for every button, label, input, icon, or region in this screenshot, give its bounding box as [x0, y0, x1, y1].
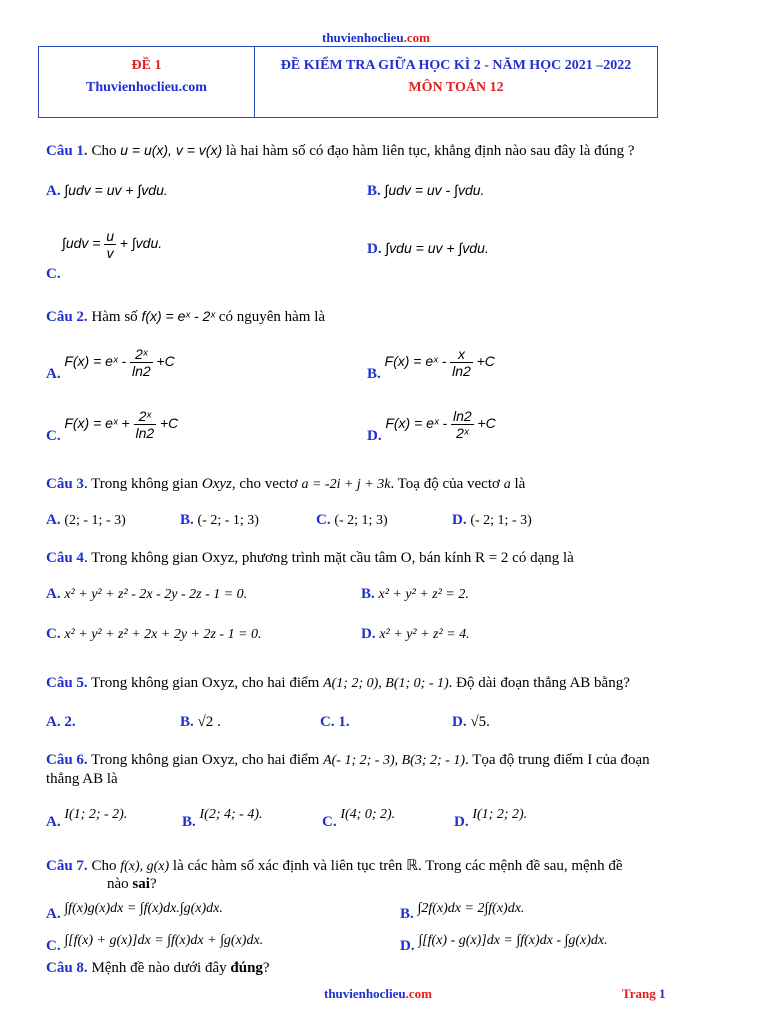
- question-text: có nguyên hàm là: [218, 309, 326, 325]
- option-math: I(4; 0; 2).: [340, 807, 396, 822]
- option-label: C.: [46, 428, 61, 445]
- question-label: Câu 1.: [46, 143, 88, 159]
- option-label: C.: [46, 626, 61, 642]
- question-text: là các hàm số xác định và liên tục trên ℝ. Trong các mệnh đề sau, mệnh đề: [172, 858, 623, 874]
- denominator: ln2: [135, 425, 155, 442]
- question-label: Câu 4: [46, 550, 84, 566]
- option-label: D.: [361, 626, 376, 642]
- question-text: Cho: [91, 858, 117, 874]
- q2-option-b[interactable]: [367, 346, 495, 383]
- fraction: [134, 408, 157, 441]
- option-text: 2.: [64, 714, 76, 730]
- option-label: B.: [367, 366, 381, 383]
- exam-subject: MÔN TOÁN 12: [408, 80, 504, 95]
- option-label: D.: [367, 428, 382, 445]
- site-domain: .com: [405, 986, 432, 1001]
- exam-title: ĐỀ KIỂM TRA GIỮA HỌC KÌ 2 - NĂM HỌC 2021 –2022: [280, 58, 632, 73]
- q5-option-a[interactable]: [46, 714, 76, 731]
- option-label: C.: [46, 266, 61, 282]
- exam-header-box: [38, 46, 658, 118]
- math-expression: A(- 1; 2; - 3), B(3; 2; - 1): [323, 753, 465, 768]
- question-text: Mệnh đề nào dưới đây: [91, 960, 227, 976]
- q2-option-d[interactable]: [367, 408, 496, 445]
- site-name: thuvienhoclieu: [322, 30, 404, 45]
- option-math: √2 .: [197, 714, 221, 730]
- question-label: Câu 7.: [46, 858, 88, 874]
- option-math: (- 2; 1; 3): [334, 513, 388, 528]
- q6-option-b[interactable]: [182, 806, 263, 830]
- question-text: Cho: [91, 143, 117, 159]
- option-label: A.: [46, 183, 61, 199]
- q6-option-a[interactable]: [46, 806, 128, 830]
- option-math: ∫vdu = uv + ∫vdu.: [385, 240, 489, 256]
- question-text: ?: [262, 960, 270, 976]
- page-label: Trang: [622, 986, 656, 1001]
- question-text: . Trong không gian: [83, 476, 199, 492]
- option-math: x² + y² + z² - 2x - 2y - 2z - 1 = 0.: [64, 587, 248, 602]
- option-math: F(x) = eˣ -: [384, 353, 447, 370]
- option-label: C.: [316, 512, 331, 528]
- question-label: Câu 3: [46, 476, 84, 492]
- q5-option-b[interactable]: [180, 714, 221, 731]
- option-math: +C: [476, 353, 495, 370]
- q3-option-d[interactable]: [452, 512, 532, 529]
- option-label: B.: [367, 183, 381, 199]
- option-math: F(x) = eˣ -: [385, 415, 448, 432]
- site-name: thuvienhoclieu: [324, 986, 406, 1001]
- option-math: +C: [156, 353, 175, 370]
- numerator: x: [450, 346, 473, 363]
- header-left-cell: [39, 55, 254, 99]
- question-text: Oxyz: [201, 476, 232, 492]
- fraction: [451, 408, 474, 441]
- option-label: B.: [180, 512, 194, 528]
- question-text: , cho vectơ: [231, 476, 298, 492]
- denominator: 2ˣ: [456, 425, 469, 442]
- q2-option-c[interactable]: [46, 408, 179, 445]
- denominator: ln2: [452, 363, 471, 380]
- numerator: u: [106, 228, 115, 244]
- question-7: [46, 856, 623, 875]
- q7-option-b[interactable]: [400, 900, 525, 922]
- option-math: ∫[f(x) - g(x)]dx = ∫f(x)dx - ∫g(x)dx.: [418, 933, 608, 948]
- option-math: I(1; 2; - 2).: [64, 807, 128, 822]
- option-math: √5.: [470, 714, 490, 730]
- q4-option-a[interactable]: [46, 586, 247, 603]
- math-expression: a: [503, 477, 511, 492]
- option-math: ∫udv =: [62, 235, 101, 252]
- option-math: ∫udv = uv - ∫vdu.: [384, 182, 485, 198]
- question-text: Hàm số: [91, 309, 138, 325]
- fraction: [130, 346, 153, 379]
- question-text: nào: [107, 876, 129, 892]
- question-6: [46, 752, 650, 769]
- header-site: Thuvienhoclieu.com: [86, 80, 207, 95]
- q7-option-c[interactable]: [46, 932, 264, 954]
- numerator: 2ˣ: [134, 408, 157, 425]
- q6-option-d[interactable]: [454, 806, 528, 830]
- denominator: v: [106, 245, 114, 262]
- q7-option-a[interactable]: [46, 900, 223, 922]
- question-2: [46, 308, 325, 326]
- option-math: x² + y² + z² = 2.: [378, 587, 469, 602]
- option-label: B.: [361, 586, 375, 602]
- q5-option-d[interactable]: [452, 714, 490, 731]
- option-label: D.: [454, 814, 469, 830]
- q1-option-b[interactable]: [367, 182, 484, 200]
- question-text: . Trong không gian Oxyz, phương trình mặt cầu tâm O, bán kính R = 2 có dạng là: [83, 550, 574, 566]
- site-header: [322, 30, 430, 46]
- q1-option-c[interactable]: [46, 228, 162, 261]
- q3-option-b[interactable]: [180, 512, 259, 529]
- option-label: A.: [46, 366, 61, 383]
- question-label: Câu 6.: [46, 752, 88, 768]
- site-domain: .com: [403, 30, 430, 45]
- q5-option-c[interactable]: [320, 714, 350, 731]
- option-label: C.: [46, 938, 61, 954]
- option-label: D.: [452, 714, 467, 730]
- option-math: ∫f(x)g(x)dx = ∫f(x)dx.∫g(x)dx.: [64, 901, 223, 916]
- math-expression: u = u(x), v = v(x): [120, 142, 223, 158]
- question-text: . Độ dài đoạn thẳng AB bằng?: [448, 675, 630, 691]
- q1-option-d[interactable]: [367, 240, 489, 258]
- option-text: 1.: [338, 714, 350, 730]
- fraction: [104, 228, 116, 261]
- option-math: (- 2; 1; - 3): [470, 513, 532, 528]
- option-label: C.: [322, 814, 337, 830]
- option-label: A.: [46, 586, 61, 602]
- q4-option-d[interactable]: [361, 626, 470, 643]
- option-label: B.: [400, 906, 414, 922]
- exam-code: ĐỀ 1: [131, 58, 162, 73]
- q4-option-b[interactable]: [361, 586, 469, 603]
- question-emphasis: sai: [132, 876, 150, 892]
- question-emphasis: đúng: [230, 960, 263, 976]
- fraction: [450, 346, 473, 379]
- q1-option-c-label: [46, 266, 61, 283]
- option-label: A.: [46, 512, 61, 528]
- question-4: [46, 550, 574, 567]
- footer-site: [324, 986, 432, 1002]
- question-6-line2: [46, 771, 118, 788]
- option-label: A.: [46, 906, 61, 922]
- option-label: A.: [46, 814, 61, 830]
- option-math: I(2; 4; - 4).: [199, 807, 263, 822]
- option-math: F(x) = eˣ -: [64, 353, 127, 370]
- option-math: (- 2; - 1; 3): [197, 513, 259, 528]
- option-math: x² + y² + z² + 2x + 2y + 2z - 1 = 0.: [64, 627, 262, 642]
- denominator: ln2: [131, 363, 151, 380]
- question-label: Câu 8.: [46, 960, 88, 976]
- q3-option-a[interactable]: [46, 512, 126, 529]
- question-text: ?: [149, 876, 157, 892]
- header-right-cell: [255, 55, 657, 99]
- q7-option-d[interactable]: [400, 932, 608, 954]
- option-math: (2; - 1; - 3): [64, 513, 126, 528]
- question-text: thẳng AB là: [46, 771, 118, 787]
- q4-option-c[interactable]: [46, 626, 262, 643]
- option-math: +C: [159, 415, 179, 432]
- math-expression: f(x), g(x): [120, 859, 170, 874]
- option-label: D.: [452, 512, 467, 528]
- option-math: x² + y² + z² = 4.: [379, 627, 470, 642]
- option-math: +C: [477, 415, 496, 432]
- math-expression: a = -2i + j + 3k: [301, 477, 391, 492]
- option-label: C.: [320, 714, 335, 730]
- question-label: Câu 5.: [46, 675, 88, 691]
- question-text: là: [514, 476, 526, 492]
- question-8: [46, 960, 270, 977]
- question-5: [46, 675, 630, 692]
- numerator: ln2: [452, 408, 472, 424]
- question-text: là hai hàm số có đạo hàm liên tục, khẳng định nào sau đây là đúng ?: [225, 143, 635, 159]
- option-label: B.: [182, 814, 196, 830]
- question-text: . Tọa độ trung điểm I của đoạn: [464, 752, 650, 768]
- option-math: ∫[f(x) + g(x)]dx = ∫f(x)dx + ∫g(x)dx.: [64, 933, 264, 948]
- question-7-line2: [107, 876, 157, 893]
- option-math: I(1; 2; 2).: [472, 807, 528, 822]
- option-math: ∫2f(x)dx = 2∫f(x)dx.: [417, 901, 525, 916]
- option-label: D.: [400, 938, 415, 954]
- q1-option-a[interactable]: [46, 182, 168, 200]
- question-text: Trong không gian Oxyz, cho hai điểm: [91, 675, 320, 691]
- q6-option-c[interactable]: [322, 806, 396, 830]
- option-math: + ∫vdu.: [119, 235, 163, 252]
- question-text: Trong không gian Oxyz, cho hai điểm: [91, 752, 320, 768]
- option-math: F(x) = eˣ +: [64, 415, 130, 432]
- question-3: [46, 476, 525, 493]
- q3-option-c[interactable]: [316, 512, 388, 529]
- math-expression: A(1; 2; 0), B(1; 0; - 1): [323, 676, 449, 691]
- q2-option-a[interactable]: [46, 346, 175, 383]
- math-expression: f(x) = eˣ - 2ˣ: [141, 308, 216, 324]
- page-num: 1: [658, 986, 666, 1001]
- option-math: ∫udv = uv + ∫vdu.: [64, 182, 168, 198]
- page-number: [622, 986, 665, 1002]
- option-label: B.: [180, 714, 194, 730]
- numerator: 2ˣ: [130, 346, 153, 363]
- option-label: A.: [46, 714, 61, 730]
- option-label: D.: [367, 241, 382, 257]
- question-1: [46, 142, 635, 160]
- question-label: Câu 2.: [46, 309, 88, 325]
- question-text: . Toạ độ của vectơ: [390, 476, 500, 492]
